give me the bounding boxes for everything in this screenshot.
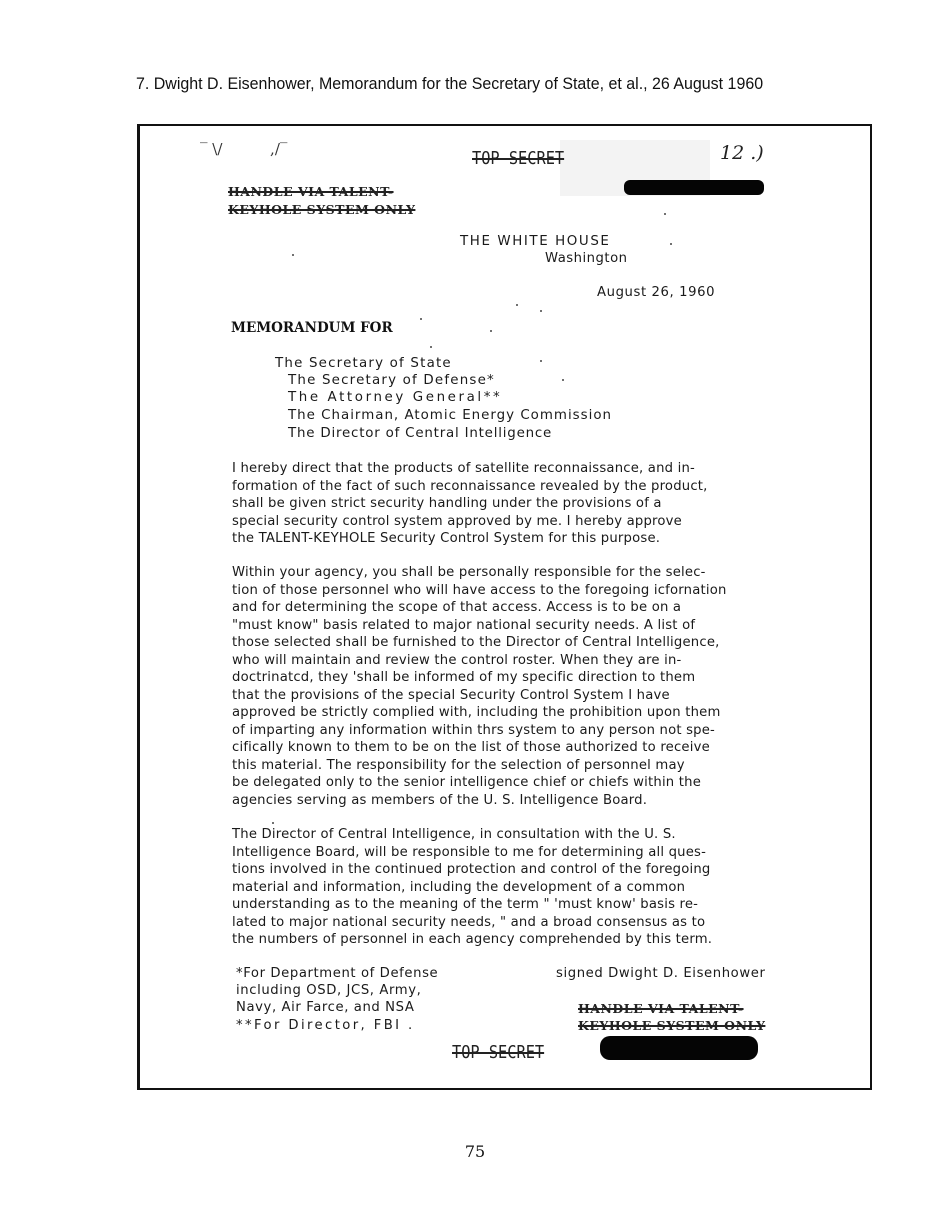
scan-speck — [292, 254, 294, 256]
paragraph-line: agencies serving as members of the U. S. Intelligence Board. — [232, 792, 648, 808]
paragraph-line: the TALENT-KEYHOLE Security Control System for this purpose. — [232, 531, 661, 546]
scan-speck — [562, 379, 564, 381]
paragraph-line: tion of those personnel who will have access to the foregoing icfornation — [232, 582, 727, 598]
redaction-block-bottom — [600, 1036, 758, 1060]
addressee-dci: The Director of Central Intelligence — [288, 426, 553, 441]
scan-speck — [664, 213, 666, 215]
paragraph-line: tions involved in the continued protection and control of the foregoing — [232, 862, 711, 877]
paragraph-line: special security control system approved by me. I hereby approve — [232, 513, 682, 529]
paragraph-line: that the provisions of the special Security Control System I have — [232, 687, 670, 703]
paragraph-line: the numbers of personnel in each agency comprehended by this term. — [232, 932, 713, 947]
handling-caveat-line1: HANDLE VIA TALENT- — [228, 184, 394, 199]
paragraph-line: cifically known to them to be on the list of those authorized to receive — [232, 740, 710, 755]
scan-speck — [430, 346, 432, 348]
signature-line: signed Dwight D. Eisenhower — [556, 966, 766, 981]
paragraph-line: understanding as to the meaning of the term " 'must know' basis re- — [232, 897, 699, 912]
top-secret-stamp: TOP SECRET — [472, 148, 565, 169]
paragraph-line: this material. The responsibility for the selection of personnel may — [232, 757, 685, 773]
footnote-navy: Navy, Air Farce, and NSA — [236, 1000, 415, 1015]
paragraph-line: I hereby direct that the products of satellite reconnaissance, and in- — [232, 461, 695, 476]
document-caption: 7. Dwight D. Eisenhower, Memorandum for the Secretary of State, et al., 26 August 1960 — [136, 74, 764, 93]
page-number: 75 — [464, 1142, 486, 1161]
paragraph-line: Intelligence Board, will be responsible to me for determining all ques- — [232, 844, 707, 860]
redaction-block-top — [624, 180, 764, 195]
footer-top-secret-stamp: TOP SECRET — [452, 1042, 545, 1063]
paragraph-line: formation of the fact of such reconnaissance revealed by the product, — [232, 478, 708, 494]
scan-speck — [540, 310, 542, 312]
paragraph-line: "must know" basis related to major national security needs. A list of — [232, 617, 696, 633]
handling-caveat-line2: KEYHOLE SYSTEM ONLY — [228, 202, 416, 217]
paragraph-line: material and information, including the development of a common — [232, 879, 686, 895]
scan-speck — [540, 360, 542, 362]
paragraph-line: The Director of Central Intelligence, in consultation with the U. S. — [232, 827, 676, 842]
paragraph-1 — [232, 460, 708, 548]
paragraph-line: who will maintain and review the control roster. When they are in- — [232, 652, 682, 668]
paragraph-line: and for determining the scope of that access. Access is to be on a — [232, 600, 682, 615]
handwritten-marks: 12 .) — [720, 142, 764, 164]
addressee-aec: The Chairman, Atomic Energy Commission — [288, 408, 613, 423]
footnote-including: including OSD, JCS, Army, — [236, 983, 422, 998]
footer-handling-caveat-line1: HANDLE VIA TALENT- — [578, 1001, 744, 1016]
paragraph-line: approved be strictly complied with, including the prohibition upon them — [232, 705, 721, 720]
letterhead-city: Washington — [545, 251, 628, 266]
footer-handling-caveat-line2: KEYHOLE SYSTEM ONLY — [578, 1018, 766, 1033]
addressee-secdef: The Secretary of Defense* — [288, 373, 495, 388]
scan-speck — [272, 822, 274, 824]
footnote-fbi: **For Director, FBI . — [236, 1018, 415, 1033]
scan-speck — [670, 243, 672, 245]
paragraph-line: doctrinatcd, they 'shall be informed of my specific direction to them — [232, 670, 696, 685]
footnote-defense: *For Department of Defense — [236, 966, 439, 981]
paragraph-2 — [232, 564, 727, 809]
paragraph-line: of imparting any information within thrs system to any person not spe- — [232, 722, 716, 738]
memo-date: August 26, 1960 — [597, 285, 716, 300]
paragraph-line: those selected shall be furnished to the Director of Central Intelligence, — [232, 635, 720, 650]
memorandum-heading: MEMORANDUM FOR — [231, 320, 393, 336]
scan-speck — [490, 330, 492, 332]
letterhead-office: THE WHITE HOUSE — [460, 234, 611, 249]
paragraph-line: lated to major national security needs, " and a broad consensus as to — [232, 914, 706, 930]
paragraph-line: Within your agency, you shall be personally responsible for the selec- — [232, 565, 706, 580]
addressee-secstate: The Secretary of State — [275, 356, 452, 371]
scan-speck — [516, 304, 518, 306]
paragraph-line: shall be given strict security handling under the provisions of a — [232, 496, 662, 511]
paragraph-3 — [232, 826, 712, 949]
scan-speck — [420, 318, 422, 320]
paragraph-line: be delegated only to the senior intelligence chief or chiefs within the — [232, 775, 702, 790]
addressee-attorney-general: The Attorney General** — [288, 390, 503, 405]
handwritten-scribble: ‾ \/ ,/‾ — [200, 140, 288, 158]
